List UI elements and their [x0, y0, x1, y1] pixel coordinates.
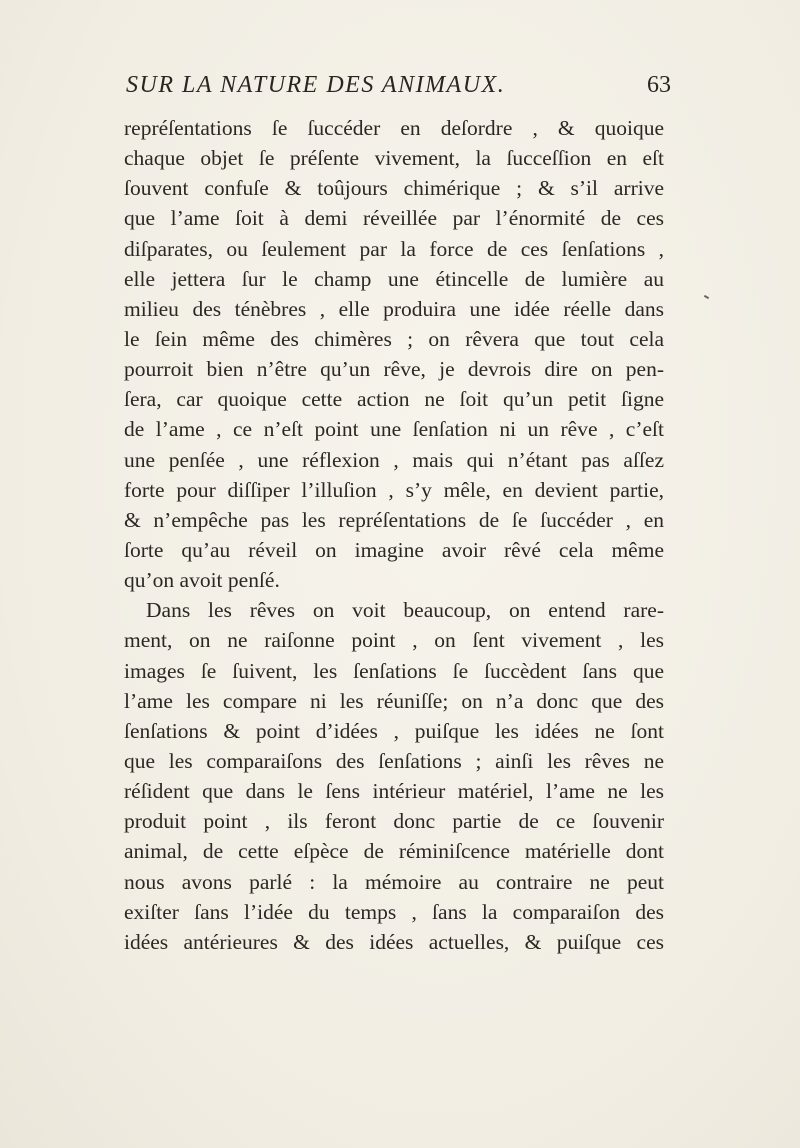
text-line: ſouvent confuſe & toûjours chimérique ; & s’il arrive	[124, 176, 664, 201]
text-line: nous avons parlé : la mémoire au contraire ne peut	[124, 869, 664, 894]
text-line: exiſter ſans l’idée du temps , ſans la comparaiſon des	[124, 899, 664, 924]
text-line: que l’ame ſoit à demi réveillée par l’énormité de ces	[124, 206, 664, 231]
text-line: images ſe ſuivent, les ſenſations ſe ſuccèdent ſans que	[124, 658, 664, 683]
text-line: repréſentations ſe ſuccéder en deſordre , & quoique	[124, 116, 664, 140]
text-line: idées antérieures & des idées actuelles, & puiſque ces	[124, 929, 664, 954]
text-line: ſorte qu’au réveil on imagine avoir rêvé cela même	[124, 537, 664, 562]
text-line: ſenſations & point d’idées , puiſque les idées ne ſont	[124, 718, 664, 743]
text-line: réſident que dans le ſens intérieur matériel, l’ame ne les	[124, 779, 664, 804]
page-number: 63	[647, 72, 671, 98]
body-text	[124, 113, 664, 957]
text-line: de l’ame , ce n’eſt point une ſenſation ni un rêve , c’eſt	[124, 417, 664, 442]
text-line: pourroit bien n’être qu’un rêve, je devrois dire on pen-	[124, 357, 664, 382]
text-line: milieu des ténèbres , elle produira une idée réelle dans	[124, 296, 664, 321]
text-line: ſera, car quoique cette action ne ſoit qu’un petit ſigne	[124, 387, 664, 412]
text-line: animal, de cette eſpèce de réminiſcence matérielle dont	[124, 839, 664, 864]
text-line: l’ame les compare ni les réuniſſe; on n’a donc que des	[124, 688, 664, 713]
text-line: une penſée , une réflexion , mais qui n’étant pas aſſez	[124, 447, 664, 472]
ink-speck	[704, 295, 709, 299]
text-line: qu’on avoit penſé.	[124, 568, 280, 593]
text-line: ment, on ne raiſonne point , on ſent vivement , les	[124, 628, 664, 653]
running-title: SUR LA NATURE DES ANIMAUX.	[126, 72, 506, 98]
text-line: le ſein même des chimères ; on rêvera que tout cela	[124, 326, 664, 351]
running-head	[126, 72, 671, 112]
text-line: Dans les rêves on voit beaucoup, on entend rare-	[146, 598, 664, 623]
text-line: chaque objet ſe préſente vivement, la ſucceſſion en eſt	[124, 146, 664, 171]
text-line: que les comparaiſons des ſenſations ; ainſi les rêves ne	[124, 748, 664, 773]
text-line: diſparates, ou ſeulement par la force de ces ſenſations ,	[124, 236, 664, 261]
text-line: & n’empêche pas les repréſentations de ſe ſuccéder , en	[124, 507, 664, 532]
text-line: produit point , ils feront donc partie de ce ſouvenir	[124, 809, 664, 834]
text-line: forte pour diſſiper l’illuſion , s’y mêle, en devient partie,	[124, 477, 664, 502]
text-line: elle jettera ſur le champ une étincelle de lumière au	[124, 266, 664, 291]
